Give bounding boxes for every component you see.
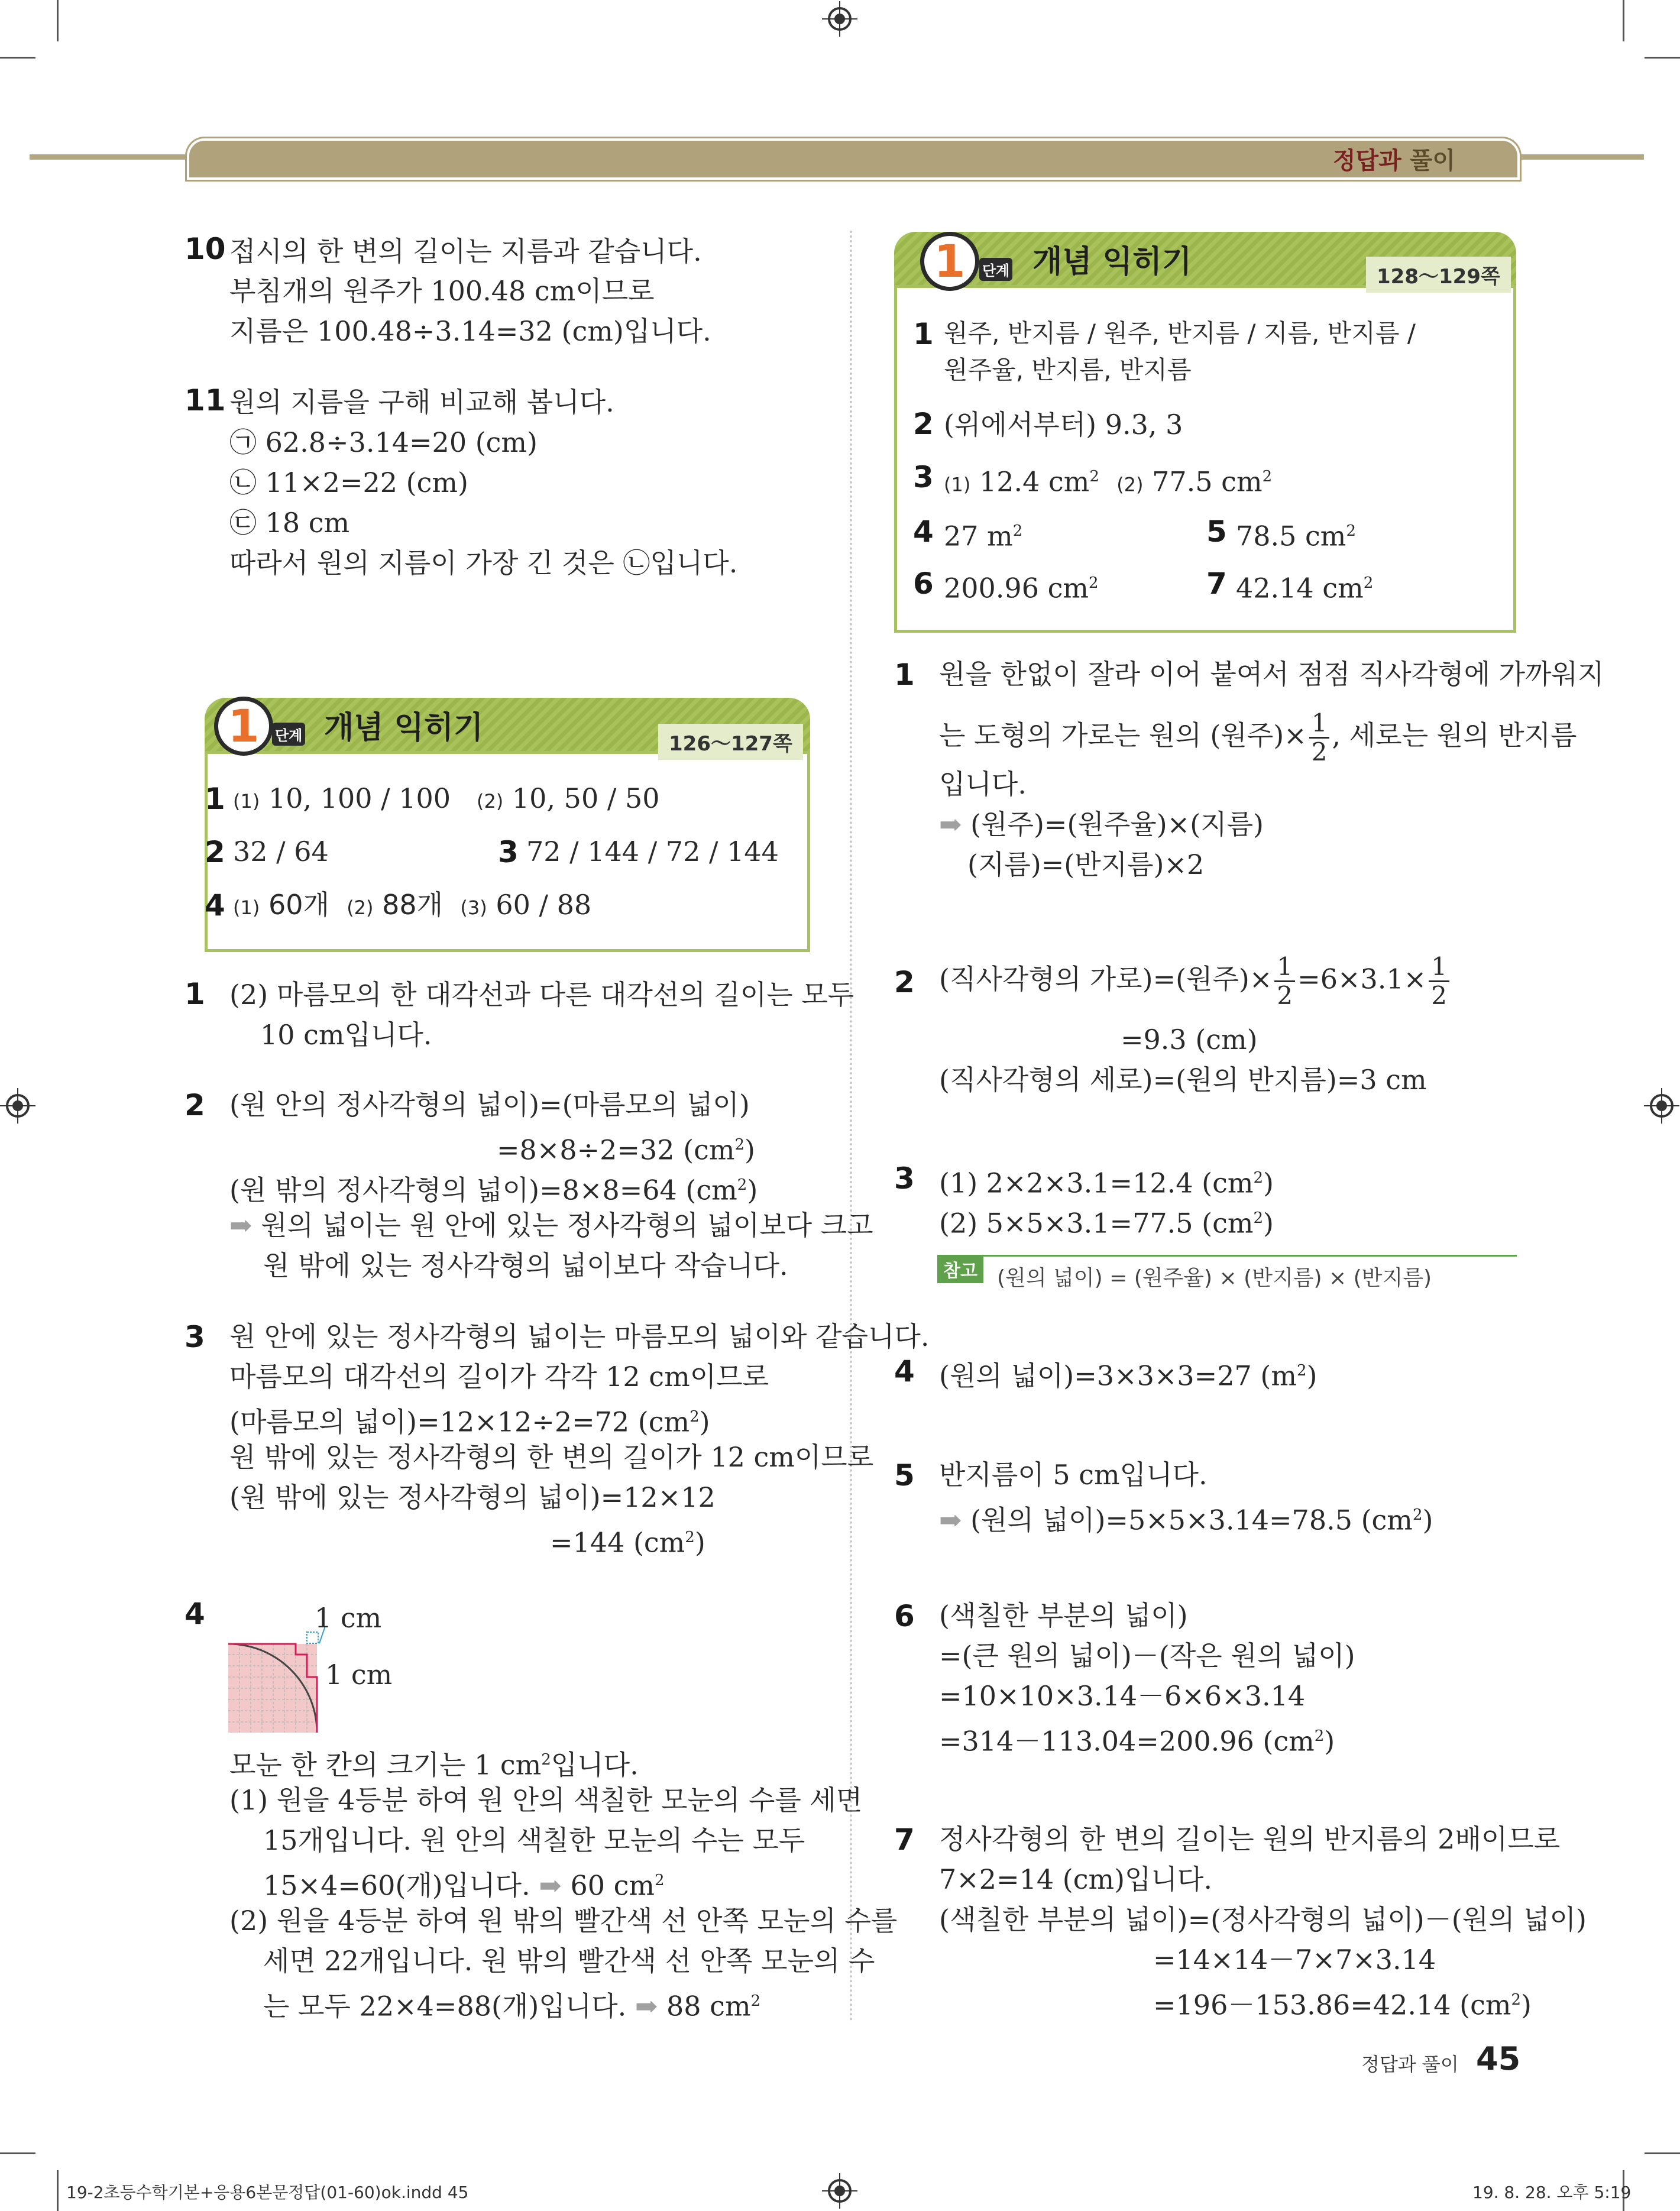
registration-mark	[822, 1, 857, 37]
solution-line: (2) 원을 4등분 하여 원 밖의 빨간색 선 안쪽 모눈의 수를	[229, 1905, 898, 1937]
fraction: $\frac{1}{2}$	[1429, 953, 1449, 1009]
solution-line: 세면 22개입니다. 원 밖의 빨간색 선 안쪽 모눈의 수	[263, 1945, 875, 1977]
arrow-icon: ➡	[539, 1869, 562, 1902]
solution-line: 원을 한없이 잘라 이어 붙여서 점점 직사각형에 가까워지	[939, 658, 1604, 690]
box-item-number: 3	[913, 460, 934, 494]
answer-line: 접시의 한 변의 길이는 지름과 같습니다.	[229, 235, 702, 267]
solution-line: 마름모의 대각선의 길이가 각각 12 cm이므로	[229, 1361, 769, 1393]
solution-line: 반지름이 5 cm입니다.	[939, 1459, 1208, 1491]
solution-line: =14×14－7×7×3.14	[1153, 1944, 1436, 1976]
solution-number: 5	[894, 1458, 915, 1493]
solution-line: (원 밖의 정사각형의 넓이)=8×8=64 $(cm^2)$	[229, 1174, 758, 1206]
crop-mark	[1623, 0, 1624, 41]
solution-line: (직사각형의 가로)=(원주)× $\frac{1}{2}$ =6×3.1× $\frac{1}{2}$	[939, 953, 1452, 1009]
fraction: $\frac{1}{2}$	[1274, 953, 1295, 1009]
solution-line: =196－153.86=42.14 $(cm^2)$	[1153, 1989, 1532, 2021]
solution-line: 원 밖에 있는 정사각형의 한 변의 길이가 12 cm이므로	[229, 1441, 874, 1473]
solution-line: 모눈 한 칸의 크기는 1 $cm^2$입니다.	[229, 1749, 639, 1781]
answer-line: 지름은 100.48÷3.14=32 (cm)입니다.	[229, 315, 711, 347]
box-item-number: 2	[205, 835, 225, 869]
solution-line: (2) 5×5×3.1=77.5 $(cm^2)$	[939, 1207, 1274, 1239]
solution-line: 입니다.	[939, 768, 1027, 800]
solution-line: =144 $(cm^2)$	[550, 1526, 705, 1559]
box-item-number: 7	[1206, 566, 1227, 601]
header-tab	[187, 138, 1520, 180]
solution-line: 정사각형의 한 변의 길이는 원의 반지름의 2배이므로	[939, 1823, 1561, 1855]
page-number: 45	[1476, 2040, 1521, 2077]
solution-line: 15개입니다. 원 안의 색칠한 모눈의 수는 모두	[263, 1824, 805, 1856]
solution-line: 는 도형의 가로는 원의 (원주)× $\frac{1}{2}$ , 세로는 원의 반지름	[939, 708, 1577, 766]
column-divider	[850, 231, 852, 2022]
box-item: 32 / 64	[233, 836, 329, 867]
solution-line: (마름모의 넓이)=12×12÷2=72 $(cm^2)$	[229, 1406, 710, 1438]
solution-line: =10×10×3.14－6×6×3.14	[939, 1680, 1306, 1712]
solution-line: 7×2=14 (cm)입니다.	[939, 1863, 1212, 1895]
solution-line: =8×8÷2=32 $(cm^2)$	[497, 1134, 755, 1166]
solution-line: 15×4=60(개)입니다. ➡ 60 $cm^2$	[263, 1869, 665, 1902]
figure-label: 1 cm	[325, 1659, 393, 1691]
solution-line: 원 안에 있는 정사각형의 넓이는 마름모의 넓이와 같습니다.	[229, 1320, 930, 1352]
grid-figure	[225, 1626, 331, 1739]
box-item: 27 $m^2$	[944, 520, 1023, 552]
crop-mark	[1645, 57, 1680, 59]
solution-line: 원 밖에 있는 정사각형의 넓이보다 작습니다.	[263, 1249, 788, 1281]
solution-line: 는 모두 22×4=88(개)입니다. ➡ 88 $cm^2$	[263, 1990, 761, 2022]
solution-number: 4	[894, 1354, 915, 1388]
footer-section: 정답과 풀이	[1361, 2053, 1459, 2076]
arrow-icon: ➡	[635, 1990, 658, 2022]
solution-line: (지름)=(반지름)×2	[967, 849, 1205, 880]
crop-mark	[1645, 2152, 1680, 2154]
solution-line: (1) 2×2×3.1=12.4 $(cm^2)$	[939, 1167, 1274, 1199]
solution-line: (원의 넓이)=3×3×3=27 $(m^2)$	[939, 1359, 1318, 1392]
answer-line: ㉢ 18 cm	[229, 507, 350, 539]
answer-line: 원의 지름을 구해 비교해 봅니다.	[229, 386, 614, 418]
solution-number: 3	[184, 1320, 205, 1354]
crop-mark	[0, 57, 35, 59]
arrow-icon: ➡	[939, 808, 962, 840]
solution-number: 1	[184, 977, 205, 1011]
stage-label: 단계	[979, 258, 1012, 281]
crop-mark	[57, 2170, 59, 2211]
fraction: $\frac{1}{2}$	[1309, 710, 1330, 766]
solution-number: 6	[894, 1599, 915, 1633]
solution-line: (1) 원을 4등분 하여 원 안의 색칠한 모눈의 수를 세면	[229, 1784, 863, 1816]
box-item: (1) 10, 100 / 100 (2) 10, 50 / 50	[233, 782, 660, 814]
box-item: 원주율, 반지름, 반지름	[944, 355, 1192, 384]
footer-date: 19. 8. 28. 오후 5:19	[1472, 2183, 1632, 2202]
question-number: 11	[184, 383, 226, 417]
solution-line: =(큰 원의 넓이)－(작은 원의 넓이)	[939, 1640, 1355, 1672]
box-item-number: 4	[913, 514, 934, 549]
answer-line: 부침개의 원주가 100.48 cm이므로	[229, 275, 655, 307]
solution-number: 2	[184, 1088, 205, 1122]
solution-line: 10 cm입니다.	[260, 1019, 432, 1051]
solution-line: (직사각형의 세로)=(원의 반지름)=3 cm	[939, 1064, 1427, 1096]
box-item-number: 3	[498, 835, 519, 869]
note-rule	[937, 1255, 1517, 1257]
solution-line: (원 안의 정사각형의 넓이)=(마름모의 넓이)	[229, 1089, 750, 1121]
concept-title: 개념 익히기	[324, 710, 484, 746]
box-item: (위에서부터) 9.3, 3	[944, 409, 1183, 441]
registration-mark	[822, 2173, 857, 2209]
solution-line: =9.3 (cm)	[1121, 1024, 1258, 1056]
box-item: 원주, 반지름 / 원주, 반지름 / 지름, 반지름 /	[944, 319, 1416, 348]
arrow-icon: ➡	[939, 1504, 962, 1536]
stage-badge: 1	[214, 697, 273, 756]
solution-line: (색칠한 부분의 넓이)=(정사각형의 넓이)－(원의 넓이)	[939, 1904, 1587, 1935]
box-item-number: 5	[1206, 514, 1227, 549]
crop-mark	[0, 2152, 35, 2154]
box-item: (1) 12.4 $cm^2$ (2) 77.5 $cm^2$	[944, 465, 1273, 498]
answer-line: ㉡ 11×2=22 (cm)	[229, 467, 468, 498]
solution-number: 7	[894, 1822, 915, 1857]
page-range: 126～127쪽	[658, 724, 803, 760]
solution-line: ➡ (원의 넓이)=5×5×3.14=78.5 $(cm^2)$	[939, 1504, 1433, 1536]
footer-file-info: 19-2초등수학기본+응용6본문정답(01-60)ok.indd 45	[66, 2183, 469, 2202]
solution-line: ➡ 원의 넓이는 원 안에 있는 정사각형의 넓이보다 크고	[229, 1209, 873, 1241]
answer-line: 따라서 원의 지름이 가장 긴 것은 ㉡입니다.	[229, 547, 738, 579]
page-range: 128～129쪽	[1366, 257, 1511, 293]
box-item-number: 4	[205, 888, 225, 922]
box-item: 72 / 144 / 72 / 144	[526, 836, 779, 867]
registration-mark	[1644, 1088, 1679, 1124]
box-item-number: 2	[913, 407, 934, 441]
figure-label: 1 cm	[315, 1602, 382, 1634]
note-tag: 참고	[937, 1255, 983, 1283]
box-item: (1) 60개 (2) 88개 (3) 60 / 88	[233, 889, 592, 921]
solution-number: 1	[894, 658, 915, 692]
box-item-number: 1	[205, 782, 225, 816]
crop-mark	[57, 0, 59, 41]
box-item: 200.96 $cm^2$	[944, 572, 1099, 604]
arrow-icon: ➡	[229, 1209, 253, 1241]
solution-line: ➡ (원주)=(원주율)×(지름)	[939, 808, 1264, 840]
box-item: 42.14 $cm^2$	[1236, 572, 1374, 604]
concept-title: 개념 익히기	[1032, 244, 1192, 280]
solution-line: (색칠한 부분의 넓이)	[939, 1600, 1188, 1631]
box-item: 78.5 $cm^2$	[1236, 520, 1356, 552]
stage-label: 단계	[272, 723, 305, 746]
header-label: 정답과 풀이	[1332, 147, 1455, 174]
box-item-number: 1	[913, 317, 934, 351]
registration-mark	[0, 1088, 35, 1124]
solution-line: (원 밖에 있는 정사각형의 넓이)=12×12	[229, 1481, 716, 1513]
solution-line: =314－113.04=200.96 $(cm^2)$	[939, 1725, 1335, 1757]
question-number: 10	[184, 232, 226, 266]
solution-line: (2) 마름모의 한 대각선과 다른 대각선의 길이는 모두	[229, 979, 854, 1011]
answer-line: ㉠ 62.8÷3.14=20 (cm)	[229, 426, 538, 458]
solution-number: 3	[894, 1161, 915, 1196]
solution-number: 4	[184, 1597, 205, 1631]
box-item-number: 6	[913, 566, 934, 601]
solution-number: 2	[894, 965, 915, 999]
note-text: (원의 넓이) = (원주율) × (반지름) × (반지름)	[997, 1266, 1432, 1290]
stage-badge: 1	[920, 232, 979, 291]
